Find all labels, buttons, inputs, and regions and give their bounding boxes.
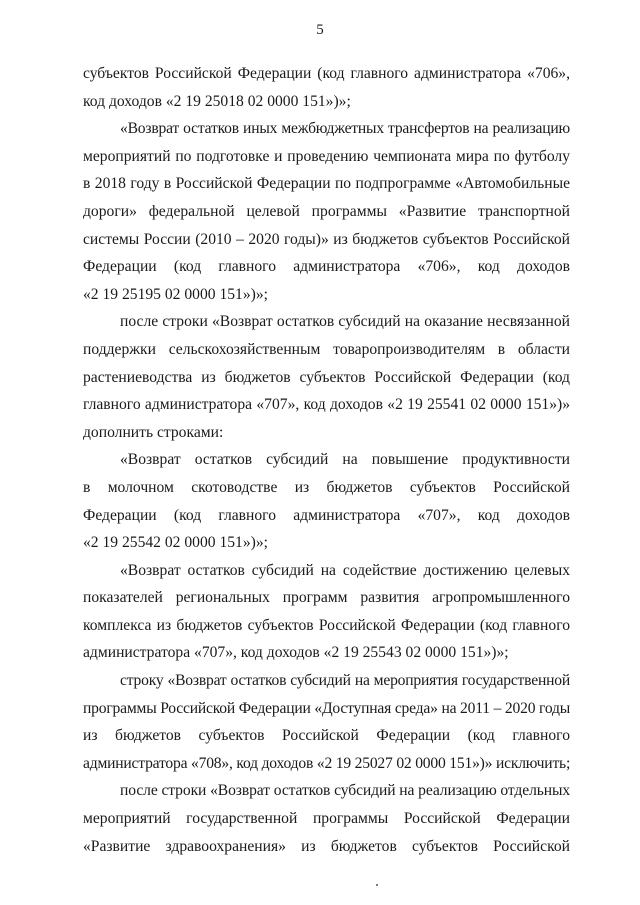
text-line: комплекса из бюджетов субъектов Российской Федерации (код главного xyxy=(83,616,570,634)
text-line: дополнить строками: xyxy=(83,423,224,441)
text-line: мероприятий по подготовке и проведению чемпионата мира по футболу xyxy=(83,147,570,165)
paragraph-3 xyxy=(83,308,570,446)
paragraph-6 xyxy=(83,667,570,777)
text-line: растениеводства из бюджетов субъектов Российской Федерации (код xyxy=(83,368,570,386)
text-line: «2 19 25542 02 0000 151»)»; xyxy=(83,534,268,552)
text-line: из бюджетов субъектов Российской Федерации (код главного xyxy=(83,727,570,745)
text-line: в 2018 году в Российской Федерации по подпрограмме «Автомобильные xyxy=(83,175,570,193)
text-line: Федерации (код главного администратора «707», код доходов xyxy=(83,506,570,524)
paragraph-4 xyxy=(83,446,570,556)
text-line: код доходов «2 19 25018 02 0000 151»)»; xyxy=(83,92,351,110)
paragraph-5 xyxy=(83,557,570,667)
text-line: строку «Возврат остатков субсидий на мероприятия государственной xyxy=(120,672,570,690)
document-body xyxy=(83,60,570,860)
text-line: в молочном скотоводстве из бюджетов субъектов Российской xyxy=(83,478,570,496)
text-line: главного администратора «707», код доходов «2 19 25541 02 0000 151»)» xyxy=(83,396,570,414)
text-line: администратора «708», код доходов «2 19 25027 02 0000 151»)» исключить; xyxy=(83,754,571,772)
paragraph-7 xyxy=(83,777,570,860)
text-line: программы Российской Федерации «Доступная среда» на 2011 – 2020 годы xyxy=(83,699,570,717)
text-line: показателей региональных программ развития агропромышленного xyxy=(83,589,570,607)
text-line: субъектов Российской Федерации (код главного администратора «706», xyxy=(83,65,570,82)
text-line: «Возврат остатков субсидий на повышение продуктивности xyxy=(120,451,570,469)
text-line: системы России (2010 – 2020 годы)» из бюджетов субъектов Российской xyxy=(83,230,570,248)
text-line: «Развитие здравоохранения» из бюджетов субъектов Российской xyxy=(83,837,570,855)
text-line: «Возврат остатков иных межбюджетных трансфертов на реализацию xyxy=(120,120,570,138)
text-line: администратора «707», код доходов «2 19 25543 02 0000 151»)»; xyxy=(83,644,509,662)
text-line: после строки «Возврат остатков субсидий на оказание несвязанной xyxy=(120,313,570,331)
text-line: дороги» федеральной целевой программы «Развитие транспортной xyxy=(83,202,570,220)
paragraph-2 xyxy=(83,115,570,308)
page-number: 5 xyxy=(316,22,324,38)
text-line: «2 19 25195 02 0000 151»)»; xyxy=(83,285,268,303)
text-line: мероприятий государственной программы Российской Федерации xyxy=(83,810,570,828)
text-line: после строки «Возврат остатков субсидий на реализацию отдельных xyxy=(120,782,571,800)
text-line: поддержки сельскохозяйственным товаропроизводителям в области xyxy=(83,340,570,358)
scan-speck xyxy=(376,884,378,886)
paragraph-1 xyxy=(83,60,570,115)
text-line: Федерации (код главного администратора «706», код доходов xyxy=(83,258,570,276)
text-line: «Возврат остатков субсидий на содействие достижению целевых xyxy=(120,561,570,579)
